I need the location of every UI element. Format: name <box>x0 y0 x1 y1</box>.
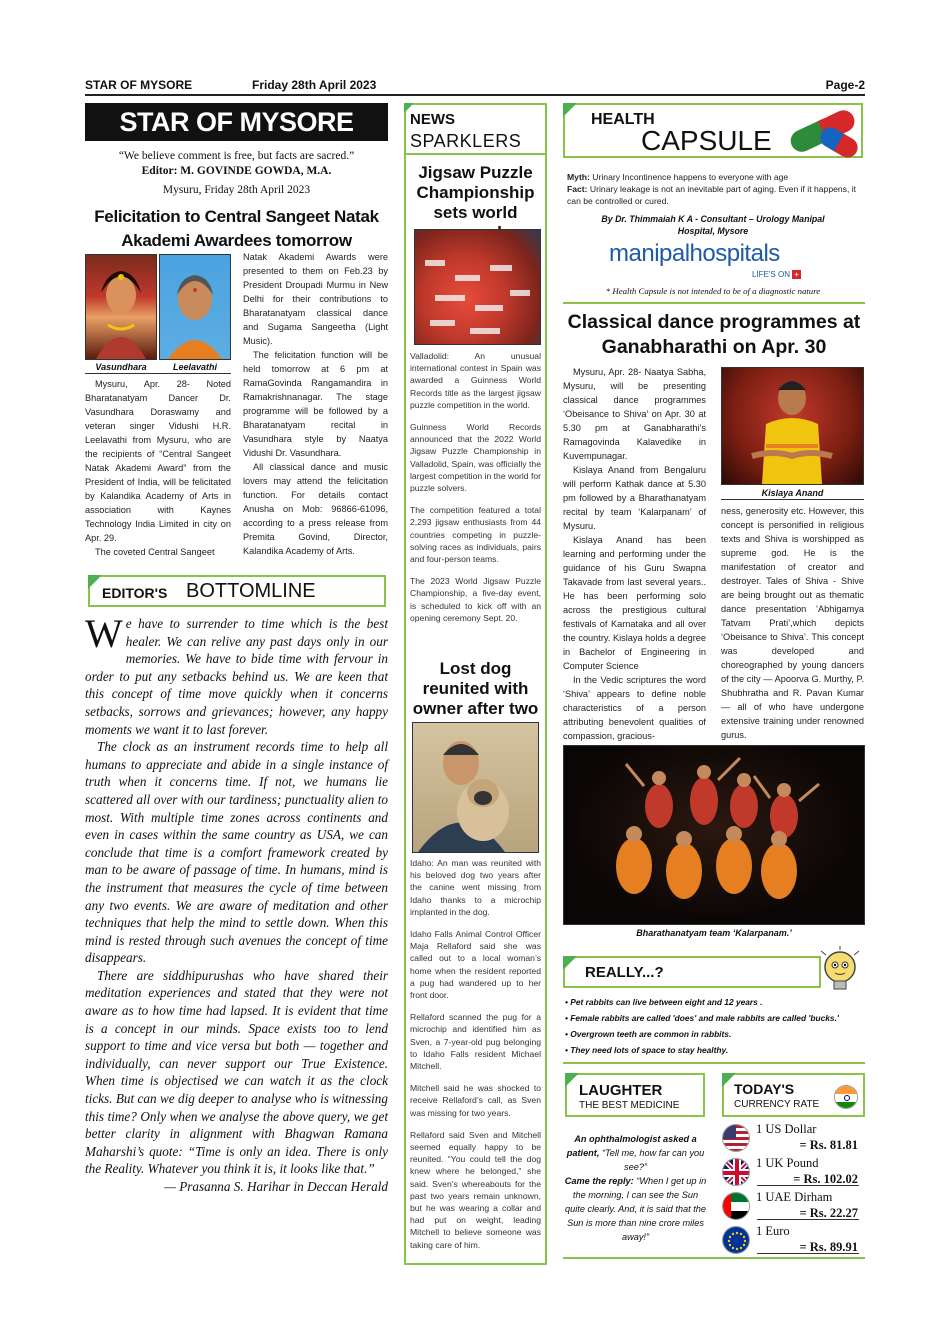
editorial-credit: — Prasanna S. Harihar in Deccan Herald <box>164 1179 388 1194</box>
laughter-label: LAUGHTER <box>579 1082 663 1099</box>
sparklers-header <box>404 103 547 155</box>
us-flag-icon <box>722 1124 750 1152</box>
header-date: Friday 28th April 2023 <box>252 78 377 92</box>
health-label-bold: HEALTH <box>591 111 655 128</box>
currency-name: 1 Euro <box>756 1224 790 1238</box>
joke-answer-lead: Came the reply: <box>564 1176 634 1186</box>
health-divider <box>563 302 865 304</box>
dog-paragraph: Mitchell said he was shocked to receive Rellaford’s call, as Sven was missing for two years. <box>410 1083 541 1118</box>
currency-name: 1 UAE Dirham <box>756 1190 833 1204</box>
manipal-logo-text: manipalhospitals <box>609 240 780 267</box>
really-item: They need lots of space to stay healthy. <box>570 1045 729 1055</box>
tagline-text: LIFE'S ON <box>752 270 790 279</box>
dog-headline: Lost dog reunited with owner after two <box>412 659 539 718</box>
currency-row-usd <box>722 1122 865 1156</box>
felicitation-paragraph: Natak Akademi Awards were presented to them on Feb.23 by President Droupadi Murmu in New Delhi for their contributions to Bharatanatyam classical dance and Sugama Sangeetha (Light Music). <box>243 252 388 346</box>
felicitation-paragraph: The felicitation function will be held tomorrow at 6 pm at RamaGovinda Rangamandira in Ramakrishnanagar. The stage programme will be followed by a Bharatanatyam recital in Vasundhara style by Naatya Vidushi Dr. Vasundhara. <box>243 350 388 458</box>
lightbulb-icon <box>817 945 863 995</box>
currency-label: TODAY'S <box>734 1081 795 1097</box>
uk-flag-icon <box>722 1158 750 1186</box>
currency-value: = Rs. 102.02 <box>793 1172 858 1186</box>
caption-rule <box>85 373 231 374</box>
eu-flag-icon <box>722 1226 750 1254</box>
leelavathi-caption: Leelavathi <box>172 362 218 372</box>
really-item: Female rabbits are called 'does' and male rabbits are called 'bucks.' <box>570 1013 839 1023</box>
really-divider <box>563 1062 865 1064</box>
plus-icon: + <box>792 270 801 279</box>
myth-label: Myth: <box>567 172 590 182</box>
jigsaw-headline: Jigsaw Puzzle Championship sets world <box>416 163 535 222</box>
fact-label: Fact: <box>567 184 588 194</box>
kislaya-caption: Kislaya Anand <box>761 488 824 498</box>
dog-paragraph: Idaho: An man was reunited with his beloved dog two years after the canine went missing from Idaho thanks to a microchip implanted in the dog. <box>410 858 541 917</box>
dance-col1 <box>563 365 706 743</box>
leelavathi-photo <box>159 254 231 360</box>
dog-paragraph: Rellaford said Sven and Mitchell seemed equally happy to be reunited. “You could tell the dog knew where he belonged,” she said. Sven’s whereabouts for the past two years remain unknown, but he was wearing a collar and had put on weight, leading Mitchell to believe someone was taking care of him. <box>410 1129 541 1250</box>
editorial-label: BOTTOMLINE <box>186 580 316 602</box>
really-list <box>565 994 865 1058</box>
fact-text: Urinary leakage is not an inevitable part of aging. Even if it happens, it can be controlled or cured. <box>567 184 857 206</box>
editorial-paragraph: There are siddhipurushas who have shared their meditation experiences and stated that they were not aware as to how time had lapsed. It is evident that time is a concept in our minds. Space exists too to lend support to time and vice versa but both — together and individually, can never support our True Existence. When time is objectised we can watch it as the clock ticks. But can we dig deeper to analyse who is witnessing this time? Only when we analyse the above query, we get better clarity in alignment with Bhagwan Ramana Maharshi’s quote: “Time is only an idea. There is only the Reality. Whatever you think it is, it looks like that.” <box>85 967 388 1177</box>
really-label: REALLY...? <box>585 964 664 981</box>
jigsaw-paragraph: The competition featured a total 2,293 jigsaw enthusiasts from 44 countries competing in puzzle-solving races as individuals, pairs and four-person teams. <box>410 505 541 565</box>
currency-name: 1 UK Pound <box>756 1156 819 1170</box>
felicitation-col1 <box>85 377 231 559</box>
dance-paragraph: In the Vedic scriptures the word ‘Shiva’ appears to define noble characteristics of a person attributing benevolent qualities of compassion, gracious- <box>563 675 706 741</box>
dance-paragraph: Mysuru, Apr. 28- Naatya Sabha, Mysuru, will be presenting classical dance programmes ‘Obeisance to Shiva’ on Apr. 30 at 5.30 pm at Ganabharathi’s Ramagovinda Kalavedike in Kuvempunagar. <box>563 367 706 461</box>
currency-sub: CURRENCY RATE <box>734 1099 820 1110</box>
joke-question: “Tell me, how far can you see?” <box>599 1148 705 1172</box>
dog-paragraph: Rellaford scanned the pug for a microchip and identified him as Sven, a 7-year-old pug belonging to Idaho Falls resident Michael Mitchell. <box>410 1012 541 1072</box>
list-item: • Female rabbits are called 'does' and male rabbits are called 'bucks.' <box>565 1013 839 1023</box>
list-item: • They need lots of space to stay healthy. <box>565 1045 729 1055</box>
jigsaw-paragraph: Guinness World Records announced that the 2022 World Jigsaw Puzzle Championship in Valladolid, Spain, was officially the largest competition in the world for puzzle solvers. <box>410 422 541 494</box>
myth-text: Urinary Incontinence happens to everyone with age <box>589 172 789 182</box>
header-page-number: Page-2 <box>825 78 865 92</box>
joke-answer: “When I get up in the morning, I can see the Sun quite clearly. And, it is said that the Sun is more than nine crore miles away!” <box>565 1176 707 1242</box>
kislaya-photo <box>721 367 864 485</box>
really-item: Pet rabbits can live between eight and 12 years . <box>570 997 763 1007</box>
editorial-paragraph: e have to surrender to time which is the best healer. We can relive any past days only in our memories. We have to bide time with fervour in order to put any setbacks behind us. We are keen that this concept of time move quickly when it concerns setbacks, sorrows and grievances; however, any happy moments we want it to last forever. <box>85 616 388 737</box>
editorial-paragraph: The clock as an instrument records time to help all humans to appreciate and abide in a single instance of truth when it concerns time. If not, we humans lie scattered all over with our tardiness; punctuality alien to most. With multiple time zones across continents and even in cases within the same country as USA, we can conclude that time is a comfort framework created by man to be aware of passage of time. In humans, mind is the instrument that measures the cycle of time between any two events. We are aware of meditation and other techniques that help the mind to settle down. When this mind is rested through such avenues the concept of time disappears. <box>85 739 388 966</box>
dog-paragraph: Idaho Falls Animal Control Officer Maja Rellaford said she was called out to a local woman’s home when the resident reported a pug had wandered up to her front door. <box>410 929 541 1001</box>
really-header-box <box>563 956 821 988</box>
joke-question-lead: An ophthalmologist asked a patient, <box>566 1134 697 1158</box>
health-myth-fact <box>567 171 863 207</box>
masthead-editor: Editor: M. GOVINDE GOWDA, M.A. <box>141 165 332 177</box>
masthead-dateline: Mysuru, Friday 28th April 2023 <box>162 184 311 196</box>
india-flag-icon <box>834 1085 858 1109</box>
editorial-dropcap: W <box>85 611 123 656</box>
kalarpanam-photo <box>563 745 865 925</box>
currency-value: = Rs. 81.81 <box>799 1138 858 1152</box>
list-item: • Overgrown teeth are common in rabbits. <box>565 1029 732 1039</box>
currency-rule <box>757 1185 859 1186</box>
currency-header-box <box>722 1073 865 1117</box>
jigsaw-photo <box>414 229 541 345</box>
felicitation-paragraph: All classical dance and music lovers may attend the felicitation function. For details contact Anusha on Mob: 96866-61096, according to a press release from Premita Govind, Director, Kalandika Academy of Arts. <box>243 462 388 556</box>
jigsaw-paragraph: Valladolid: An unusual international contest in Spain was awarded a Guinness World Records title as the largest jigsaw puzzle competition in the world. <box>410 351 541 410</box>
laughter-sub: THE BEST MEDICINE <box>579 1100 680 1111</box>
health-disclaimer: * Health Capsule is not intended to be of a diagnostic nature <box>605 286 821 296</box>
vasundhara-photo <box>85 254 157 360</box>
currency-value: = Rs. 22.27 <box>799 1206 858 1220</box>
felicitation-col2 <box>243 250 388 558</box>
kislaya-caption-rule <box>721 499 864 500</box>
page-header <box>85 78 865 94</box>
masthead-title: STAR OF MYSORE <box>85 103 388 141</box>
kalarpanam-caption: Bharathanatyam team ‘Kalarpanam.’ <box>636 928 792 938</box>
editorial-body <box>85 611 388 1196</box>
dog-story <box>410 857 541 1261</box>
health-byline: By Dr. Thimmaiah K A - Consultant – Urology Manipal Hospital, Mysore <box>601 214 825 236</box>
felicitation-headline: Felicitation to Central Sangeet Natak Akademi Awardees tomorrow <box>94 207 379 250</box>
jigsaw-story <box>410 350 541 634</box>
laughter-header-box <box>565 1073 705 1117</box>
really-item: Overgrown teeth are common in rabbits. <box>570 1029 732 1039</box>
laughter-joke <box>563 1132 708 1244</box>
editorial-label-bold: EDITOR'S <box>102 585 168 601</box>
dance-paragraph: Kislaya Anand from Bengaluru will perform Kathak dance at 5.30 pm followed by a Bharathanatyam recital by team ‘Kalarpanam’ of Mysuru. <box>563 465 706 531</box>
bottom-divider <box>563 1257 865 1259</box>
vasundhara-caption: Vasundhara <box>95 362 147 372</box>
editorial-header-box <box>88 575 386 607</box>
uae-flag-icon <box>722 1192 750 1220</box>
dance-headline: Classical dance programmes at Ganabharathi on Apr. 30 <box>567 311 861 358</box>
felicitation-paragraph: Mysuru, Apr. 28- Noted Bharatanatyam Dancer Dr. Vasundhara Doraswamy and veteran singer Vidushi H.R. Leelavathi from Mysuru, who are the recipients of “Central Sangeet Natak Akademi Award” from the President of India, will be felicitated by Kalandika Academy of Arts in association with Kaynes Technology India Limited in city on Apr. 29. <box>85 379 231 543</box>
felicitation-paragraph: The coveted Central Sangeet <box>95 547 215 557</box>
sparklers-label-bold: NEWS <box>410 111 455 128</box>
currency-rule <box>757 1219 859 1220</box>
jigsaw-paragraph: The 2023 World Jigsaw Puzzle Championship, a five-day event, is scheduled to kick off with an opening ceremony Sept. 20. <box>410 576 541 623</box>
currency-name: 1 US Dollar <box>756 1122 817 1136</box>
dance-col2: ness, generosity etc. However, this concept is personified in religious texts and Shiva is worshipped as supreme god. He is the manifestation of creator and destroyer. Tales of Shiva - Shive are being brought out as thematic dance presentation ‘Abhigamya Tatvam Prati’,which depicts ‘Obeisance to Shiva’. This concept was developed and choreographed by young dancers of the city — Apoorva G. Murthy, P. Shubhratha and R. Pavan Kumar — all of who have undergone extensive training under renowned gurus. <box>721 506 864 740</box>
header-paper-name: STAR OF MYSORE <box>85 78 193 92</box>
dance-paragraph: Kislaya Anand has been learning and performing under the guidance of his Guru Swapna Takavade from last several years.. He has been performing solo across the prestigious cultural festivals of Karnataka and all over the country. Kislaya holds a degree in Bachelor of Engineering in Computer Science <box>563 535 706 671</box>
currency-rule <box>757 1253 859 1254</box>
dog-photo <box>412 722 539 853</box>
pill-icon <box>783 106 865 158</box>
list-item: • Pet rabbits can live between eight and 12 years . <box>565 997 763 1007</box>
manipal-tagline <box>752 270 801 279</box>
header-divider <box>85 94 865 96</box>
health-label: CAPSULE <box>641 125 772 156</box>
sparklers-label: SPARKLERS <box>410 131 522 151</box>
masthead-motto: “We believe comment is free, but facts are sacred.” <box>118 150 355 162</box>
currency-value: = Rs. 89.91 <box>799 1240 858 1254</box>
